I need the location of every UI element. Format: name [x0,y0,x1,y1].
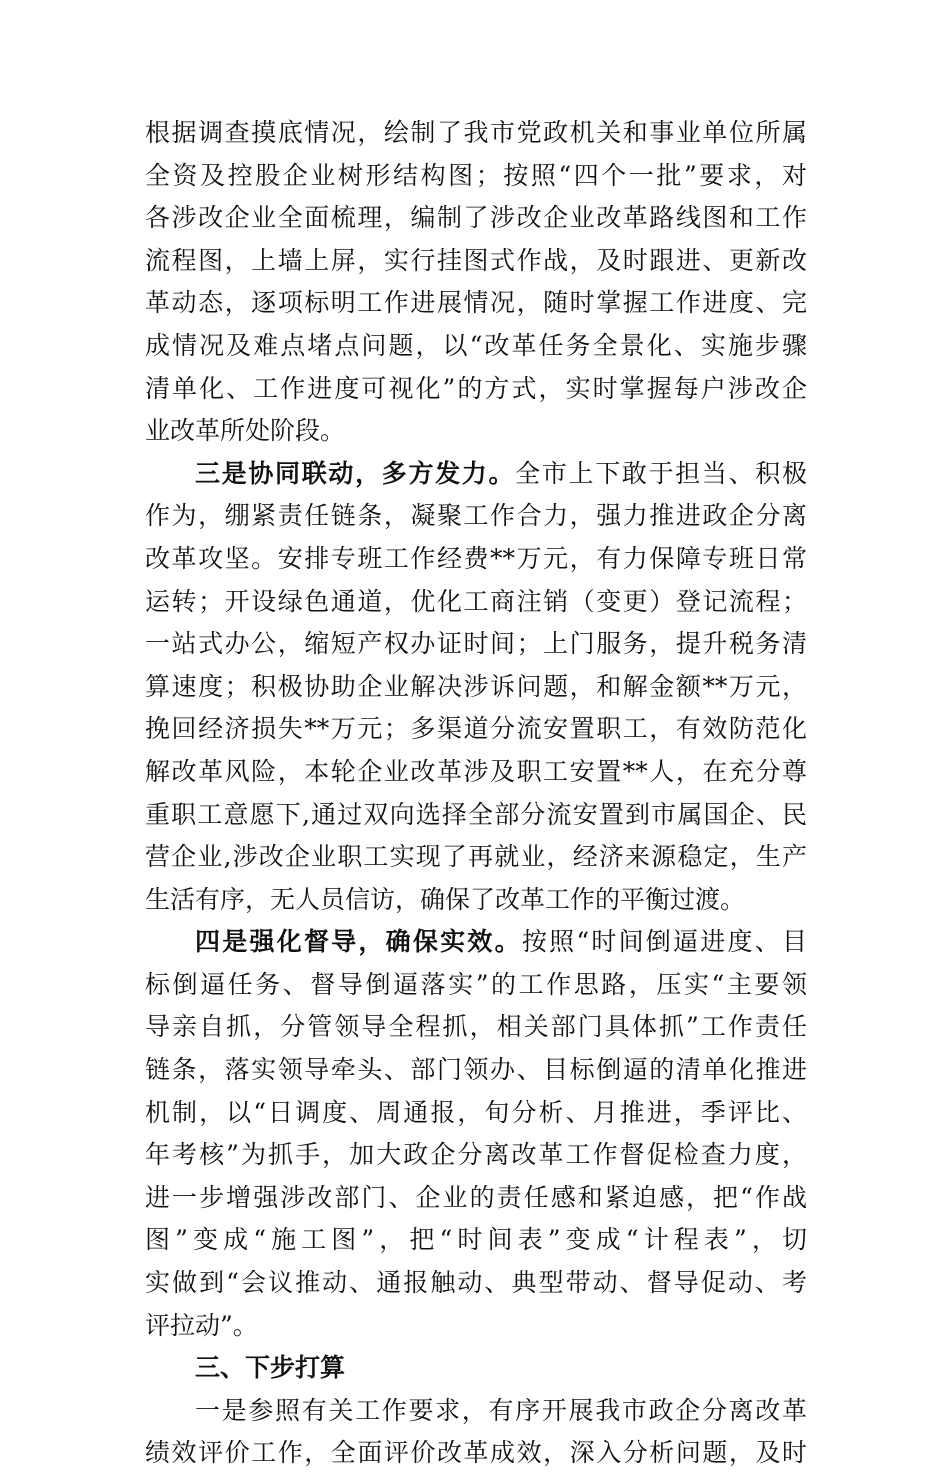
text-line: 各涉改企业全面梳理，编制了涉改企业改革路线图和工作 [145,203,807,233]
text-line: 营企业,涉改企业职工实现了再就业，经济来源稳定，生产 [145,842,807,872]
text-line [145,453,807,496]
text-line: 绩效评价工作，全面评价改革成效，深入分析问题，及时 [145,1438,807,1468]
text-line: 标倒逼任务、督导倒逼落实”的工作思路，压实“主要领 [145,969,807,999]
text-line: 算速度；积极协助企业解决涉诉问题，和解金额**万元， [145,671,807,701]
paragraph-supervision [145,921,807,1347]
text-line: 导亲自抓，分管领导全程抓，相关部门具体抓”工作责任 [145,1012,807,1042]
text-line: 运转；开设绿色通道，优化工商注销（变更）登记流程； [145,586,807,616]
text-line: 根据调查摸底情况，绘制了我市党政机关和事业单位所属 [145,118,807,147]
text-line: 革动态，逐项标明工作进展情况，随时掌握工作进度、完 [145,288,807,318]
paragraph-lead: 三是协同联动，多方发力。 [195,458,516,488]
text-line: 一是参照有关工作要求，有序开展我市政企分离改革 [195,1395,807,1425]
text-line: 实做到“会议推动、通报触动、典型带动、督导促动、考 [145,1268,807,1298]
section-heading: 三、下步打算 [195,1353,346,1383]
text-span: 全市上下敢于担当、积极 [515,458,807,488]
text-line: 机制，以“日调度、周通报，旬分析、月推进，季评比、 [145,1097,807,1127]
text-line: 业改革所处阶段。 [145,416,346,446]
text-line: 进一步增强涉改部门、企业的责任感和紧迫感，把“作战 [145,1182,807,1212]
text-line: 成情况及难点堵点问题，以“改革任务全景化、实施步骤 [145,330,807,360]
text-line: 全资及控股企业树形结构图；按照“四个一批”要求，对 [145,160,807,190]
text-line: 改革攻坚。安排专班工作经费**万元，有力保障专班日常 [145,543,807,573]
text-span: 按照“时间倒逼进度、目 [521,927,807,957]
text-line: 评拉动”。 [145,1310,258,1340]
text-line: 链条，落实领导牵头、部门领办、目标倒逼的清单化推进 [145,1055,807,1085]
text-line [145,921,807,964]
text-line: 一站式办公，缩短产权办证时间；上门服务，提升税务清 [145,629,807,659]
text-line: 清单化、工作进度可视化”的方式，实时掌握每户涉改企 [145,373,807,403]
paragraph-lead: 四是强化督导，确保实效。 [195,927,522,957]
text-line: 挽回经济损失**万元；多渠道分流安置职工，有效防范化 [145,714,807,744]
text-line: 重职工意愿下,通过双向选择全部分流安置到市属国企、民 [145,799,807,829]
text-line: 流程图，上墙上屏，实行挂图式作战，及时跟进、更新改 [145,245,807,275]
paragraph-mapping [145,112,807,453]
text-line: 年考核”为抓手，加大政企分离改革工作督促检查力度， [145,1140,807,1170]
text-line: 作为，绷紧责任链条，凝聚工作合力，强力推进政企分离 [145,501,807,531]
text-line: 图”变成“施工图”，把“时间表”变成“计程表”，切 [145,1225,807,1255]
text-line: 生活有序，无人员信访，确保了改革工作的平衡过渡。 [145,884,746,914]
paragraph-coordination [145,453,807,922]
text-line: 解改革风险，本轮企业改革涉及职工安置**人，在充分尊 [145,756,807,786]
document-body [145,112,807,1475]
paragraph-next-steps [145,1390,807,1475]
